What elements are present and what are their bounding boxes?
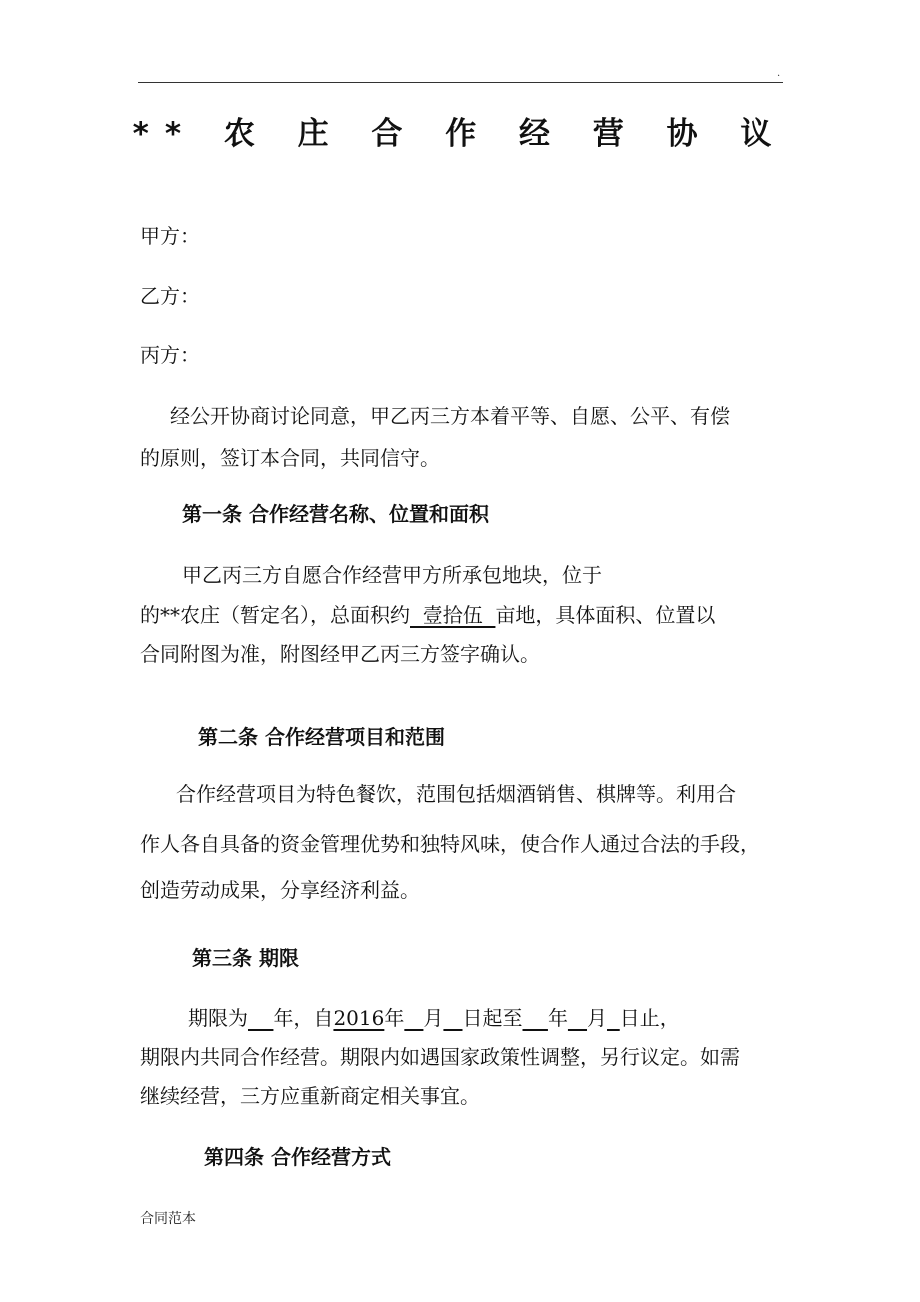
intro-line-2: 的原则，签订本合同，共同信守。 [140,446,440,470]
party-a-label: 甲方： [140,224,200,248]
term-text: 日起至 [462,1006,523,1030]
term-text: 月 [423,1006,444,1030]
article-1-text: 的**农庄（暂定名），总面积约 [140,603,410,627]
term-text: 年 [384,1006,405,1030]
article-3-heading: 第三条 期限 [192,946,299,970]
term-years-blank [248,1006,273,1030]
article-1-line-2 [140,601,715,629]
end-month-blank [568,1006,587,1030]
term-text: 月 [587,1006,608,1030]
article-1-line-1: 甲乙丙三方自愿合作经营甲方所承包地块，位于 [182,563,602,587]
article-3-line-1 [188,1004,680,1032]
article-3-line-3: 继续经营，三方应重新商定相关事宜。 [140,1084,480,1108]
end-year-blank [523,1006,548,1030]
article-2-line-3: 创造劳动成果，分享经济利益。 [140,878,420,902]
article-4-heading: 第四条 合作经营方式 [204,1145,391,1169]
intro-line-1: 经公开协商讨论同意，甲乙丙三方本着平等、自愿、公平、有偿 [170,404,730,428]
header-mark: . [777,68,781,79]
footer-label: 合同范本 [140,1211,196,1227]
article-2-heading: 第二条 合作经营项目和范围 [198,725,445,749]
article-3-line-2: 期限内共同合作经营。期限内如遇国家政策性调整，另行议定。如需 [140,1045,740,1069]
area-value: 壹拾伍 [410,603,496,627]
party-c-label: 丙方： [140,343,200,367]
start-month-blank [404,1006,423,1030]
term-text: 日止， [619,1006,680,1030]
article-1-line-3: 合同附图为准，附图经甲乙丙三方签字确认。 [140,642,540,666]
start-year-value: 2016 [333,1006,385,1030]
start-day-blank [443,1006,462,1030]
term-text: 年 [547,1006,568,1030]
end-day-blank [607,1006,620,1030]
article-1-heading: 第一条 合作经营名称、位置和面积 [182,502,489,526]
article-1-text: 亩地，具体面积、位置以 [495,603,716,627]
document-title: ** 农 庄 合 作 经 营 协 议 [132,116,788,152]
article-2-line-1: 合作经营项目为特色餐饮，范围包括烟酒销售、棋牌等。利用合 [176,782,736,806]
term-text: 年，自 [273,1006,334,1030]
party-b-label: 乙方： [140,284,200,308]
article-2-line-2: 作人各自具备的资金管理优势和独特风味，使合作人通过合法的手段， [140,832,760,856]
header-rule [138,82,783,83]
term-text: 期限为 [188,1006,248,1030]
